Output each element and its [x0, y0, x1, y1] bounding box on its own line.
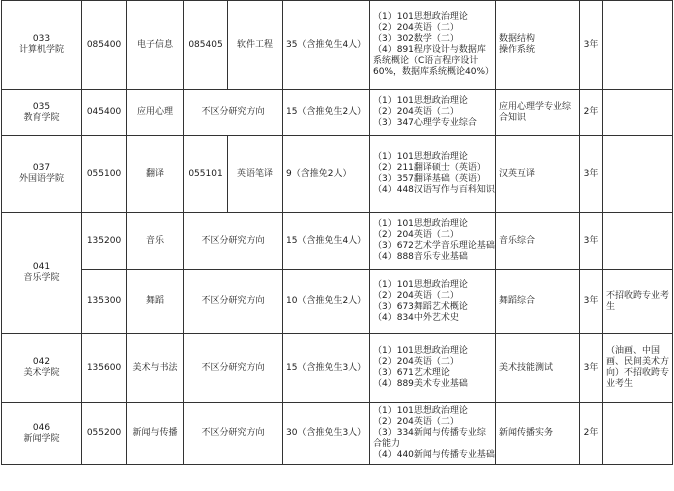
direction-cell: 不区分研究方向: [184, 90, 283, 136]
table-row: [2, 90, 673, 136]
major-code-cell: 135600: [82, 334, 127, 403]
college-cell: 033 计算机学院: [2, 1, 82, 90]
years-cell: 3年: [580, 213, 603, 270]
retest-cell: 美术技能测试: [496, 334, 580, 403]
retest-cell: 汉英互译: [496, 136, 580, 213]
major-code-cell: 055200: [82, 403, 127, 465]
major-name-cell: 应用心理: [127, 90, 184, 136]
quota-cell: 10（含推免生2人）: [283, 270, 370, 334]
table-row: [2, 403, 673, 465]
years-cell: 2年: [580, 90, 603, 136]
major-name-cell: 新闻与传播: [127, 403, 184, 465]
direction-cell: 不区分研究方向: [184, 270, 283, 334]
table-row: [2, 270, 673, 334]
note-cell: [603, 90, 673, 136]
note-cell: [603, 403, 673, 465]
college-cell: 041 音乐学院: [2, 213, 82, 334]
major-code-cell: 045400: [82, 90, 127, 136]
quota-cell: 15（含推免生2人）: [283, 90, 370, 136]
quota-cell: 9（含推免2人）: [283, 136, 370, 213]
years-cell: 3年: [580, 270, 603, 334]
quota-cell: 35（含推免生4人）: [283, 1, 370, 90]
note-cell: [603, 1, 673, 90]
exam-subjects-cell: （1）101思想政治理论 （2）204英语（二） （3）302数学（二） （4）891程序设计与数据库系统概论（C语言程序设计60%，数据库系统概论40%）: [370, 1, 496, 90]
major-name-cell: 美术与书法: [127, 334, 184, 403]
exam-subjects-cell: （1）101思想政治理论 （2）204英语（二） （3）347心理学专业综合: [370, 90, 496, 136]
exam-subjects-cell: （1）101思想政治理论 （2）204英语（二） （3）672艺术学音乐理论基础 （4）888音乐专业基础: [370, 213, 496, 270]
major-code-cell: 085400: [82, 1, 127, 90]
exam-subjects-cell: （1）101思想政治理论 （2）204英语（二） （3）671艺术理论 （4）889美术专业基础: [370, 334, 496, 403]
major-code-cell: 135300: [82, 270, 127, 334]
direction-cell: 不区分研究方向: [184, 213, 283, 270]
major-name-cell: 舞蹈: [127, 270, 184, 334]
quota-cell: 15（含推免生4人）: [283, 213, 370, 270]
exam-subjects-cell: （1）101思想政治理论 （2）211翻译硕士（英语） （3）357翻译基础（英语） （4）448汉语写作与百科知识: [370, 136, 496, 213]
major-code-cell: 135200: [82, 213, 127, 270]
retest-cell: 应用心理学专业综合知识: [496, 90, 580, 136]
direction-name-cell: 软件工程: [228, 1, 283, 90]
quota-cell: 15（含推免生3人）: [283, 334, 370, 403]
major-name-cell: 电子信息: [127, 1, 184, 90]
college-cell: 035 教育学院: [2, 90, 82, 136]
retest-cell: 新闻传播实务: [496, 403, 580, 465]
retest-cell: 舞蹈综合: [496, 270, 580, 334]
college-cell: 046 新闻学院: [2, 403, 82, 465]
table-row: [2, 1, 673, 90]
retest-cell: 音乐综合: [496, 213, 580, 270]
years-cell: 3年: [580, 334, 603, 403]
table-row: [2, 334, 673, 403]
admission-table: [1, 0, 673, 465]
major-code-cell: 055100: [82, 136, 127, 213]
major-name-cell: 翻译: [127, 136, 184, 213]
years-cell: 3年: [580, 1, 603, 90]
direction-code-cell: 085405: [184, 1, 228, 90]
direction-cell: 不区分研究方向: [184, 334, 283, 403]
years-cell: 2年: [580, 403, 603, 465]
note-cell: [603, 213, 673, 270]
note-cell: 不招收跨专业考生: [603, 270, 673, 334]
exam-subjects-cell: （1）101思想政治理论 （2）204英语（二） （3）334新闻与传播专业综合能力 （4）440新闻与传播专业基础: [370, 403, 496, 465]
note-cell: （油画、中国画、民间美术方向）不招收跨专业考生: [603, 334, 673, 403]
table-row: [2, 213, 673, 270]
direction-cell: 不区分研究方向: [184, 403, 283, 465]
direction-code-cell: 055101: [184, 136, 228, 213]
quota-cell: 30（含推免生3人）: [283, 403, 370, 465]
exam-subjects-cell: （1）101思想政治理论 （2）204英语（二） （3）673舞蹈艺术概论 （4）834中外艺术史: [370, 270, 496, 334]
table-row: [2, 136, 673, 213]
note-cell: [603, 136, 673, 213]
college-cell: 042 美术学院: [2, 334, 82, 403]
college-cell: 037 外国语学院: [2, 136, 82, 213]
years-cell: 3年: [580, 136, 603, 213]
direction-name-cell: 英语笔译: [228, 136, 283, 213]
major-name-cell: 音乐: [127, 213, 184, 270]
retest-cell: 数据结构 操作系统: [496, 1, 580, 90]
